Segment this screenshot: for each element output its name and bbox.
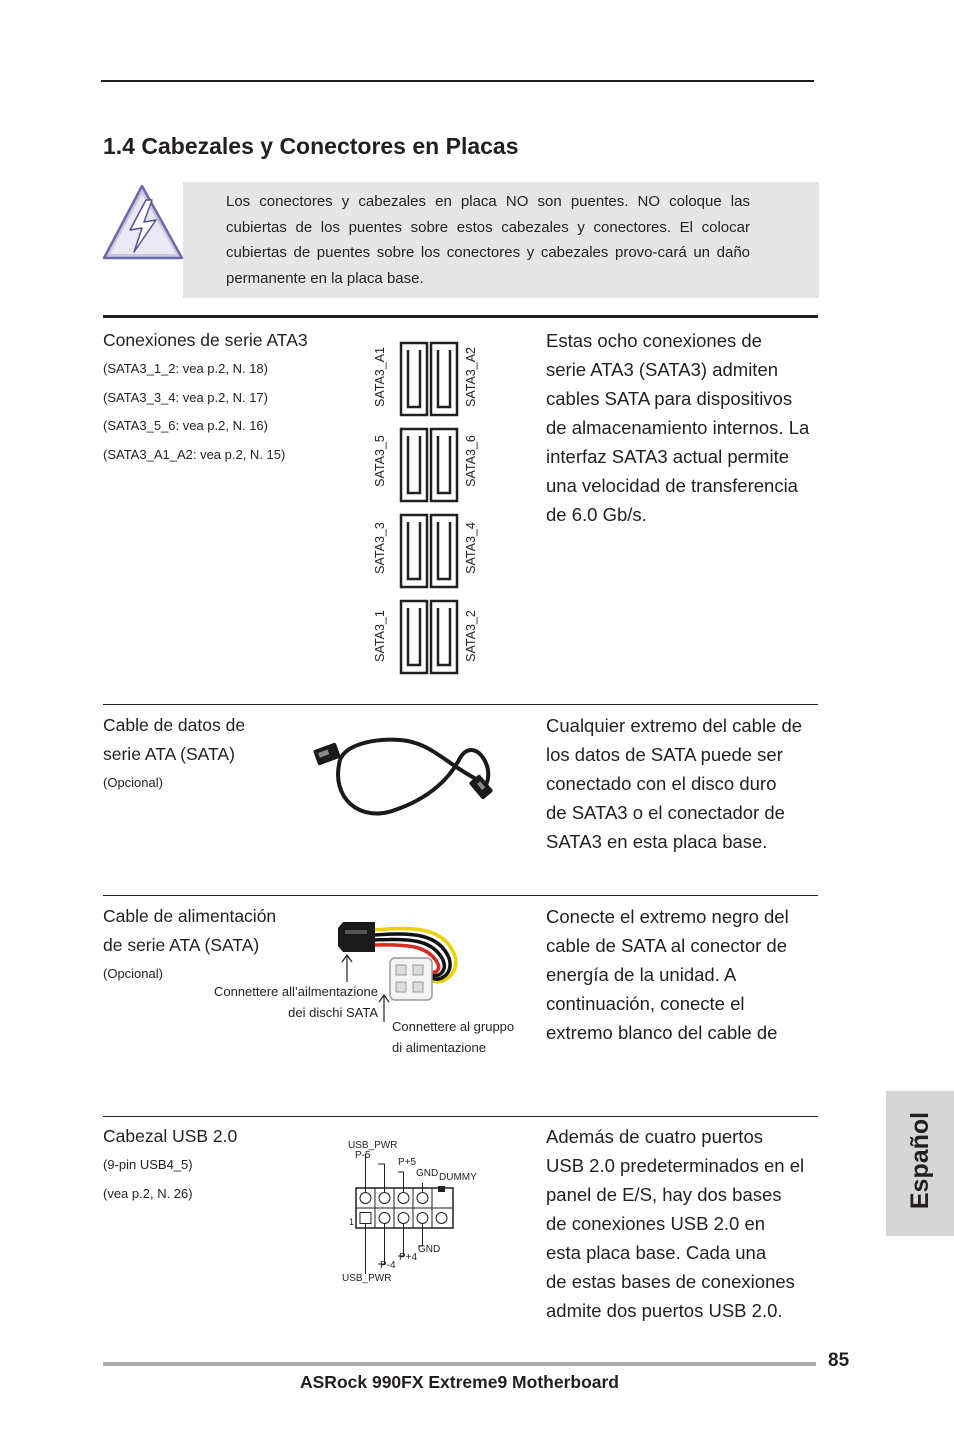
- usb-description: Además de cuatro puertos USB 2.0 predeterminados en el panel de E/S, hay dos bases de conexiones USB 2.0 en esta placa base. Cada una de estas bases de conexiones admite dos puertos USB 2.0.: [546, 1126, 805, 1321]
- sata-power-caption-left: Connettere all’ailmentazione dei dischi SATA: [213, 984, 378, 1020]
- sata-port-pair: [401, 515, 457, 587]
- note-text: Los conectores y cabezales en placa NO son puentes. NO coloque las cubiertas de los puentes sobre estos cabezales y conectores. El colocar cubiertas de puentes sobre los conectores y cabezales provo-cará un daño permanente en la placa base.: [226, 193, 750, 287]
- usb-pin-label: 1: [349, 1217, 355, 1227]
- top-rule: [101, 80, 814, 82]
- sata3-ref: (SATA3_A1_A2: vea p.2, N. 15): [103, 446, 286, 462]
- sata3-title: Conexiones de serie ATA3: [103, 330, 308, 350]
- language-side-tab-label: Español: [906, 1111, 934, 1210]
- usb-pin-label: USB_PWR: [342, 1273, 392, 1284]
- arrow-up-icon: [340, 952, 354, 982]
- warning-lightning-icon: [100, 182, 186, 262]
- sata-port-label: SATA3_3: [373, 522, 387, 574]
- sata-port-label: SATA3_5: [373, 435, 387, 487]
- usb-pin-label: P+4: [399, 1252, 418, 1263]
- sata-cable-description: Cualquier extremo del cable de los datos de SATA puede ser conectado con el disco duro de SATA3 o el conectador de SATA3 en esta placa base.: [546, 715, 803, 852]
- sata-power-title: Cable de alimentación de serie ATA (SATA): [103, 906, 277, 955]
- sata-port-label: SATA3_6: [464, 435, 478, 487]
- sata-port-pair: [401, 601, 457, 673]
- sata-port-label: SATA3_1: [373, 610, 387, 662]
- footer-title: ASRock 990FX Extreme9 Motherboard: [300, 1372, 619, 1392]
- usb-pin-label: P-4: [380, 1260, 396, 1271]
- section-title: 1.4 Cabezales y Conectores en Placas: [103, 133, 519, 159]
- sata-cable-title: Cable de datos de serie ATA (SATA): [103, 715, 246, 764]
- sata-port-label: SATA3_A1: [373, 347, 387, 407]
- sata-port-label: SATA3_4: [464, 522, 478, 574]
- divider: [103, 704, 818, 705]
- usb-pin-label: GND: [416, 1168, 439, 1179]
- sata-power-caption-right: Connettere al gruppo di alimentazione: [392, 1019, 515, 1055]
- usb-title: Cabezal USB 2.0: [103, 1126, 238, 1146]
- usb-pin-label: GND: [418, 1244, 441, 1255]
- sata-port-label: SATA3_2: [464, 610, 478, 662]
- sata-ports-diagram: [398, 340, 460, 676]
- sata-port-right: [431, 343, 457, 415]
- sata3-ref: (SATA3_5_6: vea p.2, N. 16): [103, 418, 268, 433]
- sata-power-optional: (Opcional): [103, 966, 163, 981]
- usb-pins: (9-pin USB4_5): [103, 1157, 193, 1172]
- divider: [103, 1116, 818, 1117]
- sata3-description: Estas ocho conexiones de serie ATA3 (SATA3) admiten cables SATA para dispositivos de almacenamiento internos. La interfaz SATA3 actual permite una velocidad de transferencia de 6.0 Gb/s.: [546, 330, 810, 525]
- usb-pin-label: P-5: [355, 1150, 371, 1161]
- sata-cable-optional: (Opcional): [103, 775, 163, 790]
- sata-port-label: SATA3_A2: [464, 347, 478, 407]
- usb-ref: (vea p.2, N. 26): [103, 1186, 193, 1201]
- footer-bar: [103, 1362, 816, 1366]
- page-number: 85: [828, 1350, 850, 1371]
- section-divider: [103, 315, 818, 318]
- sata-power-description: Conecte el extremo negro del cable de SATA al conector de energía de la unidad. A continuación, conecte el extremo blanco del cable de: [546, 906, 789, 1043]
- sata-port-pair: [401, 429, 457, 501]
- sata3-ref: (SATA3_1_2: vea p.2, N. 18): [103, 361, 268, 376]
- arrow-up-icon: [377, 992, 391, 1022]
- sata-data-cable-image: [300, 718, 500, 828]
- divider: [103, 895, 818, 896]
- usb-pin-label: P+5: [398, 1157, 417, 1168]
- usb-pin-label: DUMMY: [439, 1172, 477, 1183]
- sata3-ref: (SATA3_3_4: vea p.2, N. 17): [103, 389, 268, 405]
- sata-port-left: [401, 343, 427, 415]
- sata3-refs: [103, 355, 285, 469]
- usb-pin-label: USB_PWR: [348, 1140, 398, 1151]
